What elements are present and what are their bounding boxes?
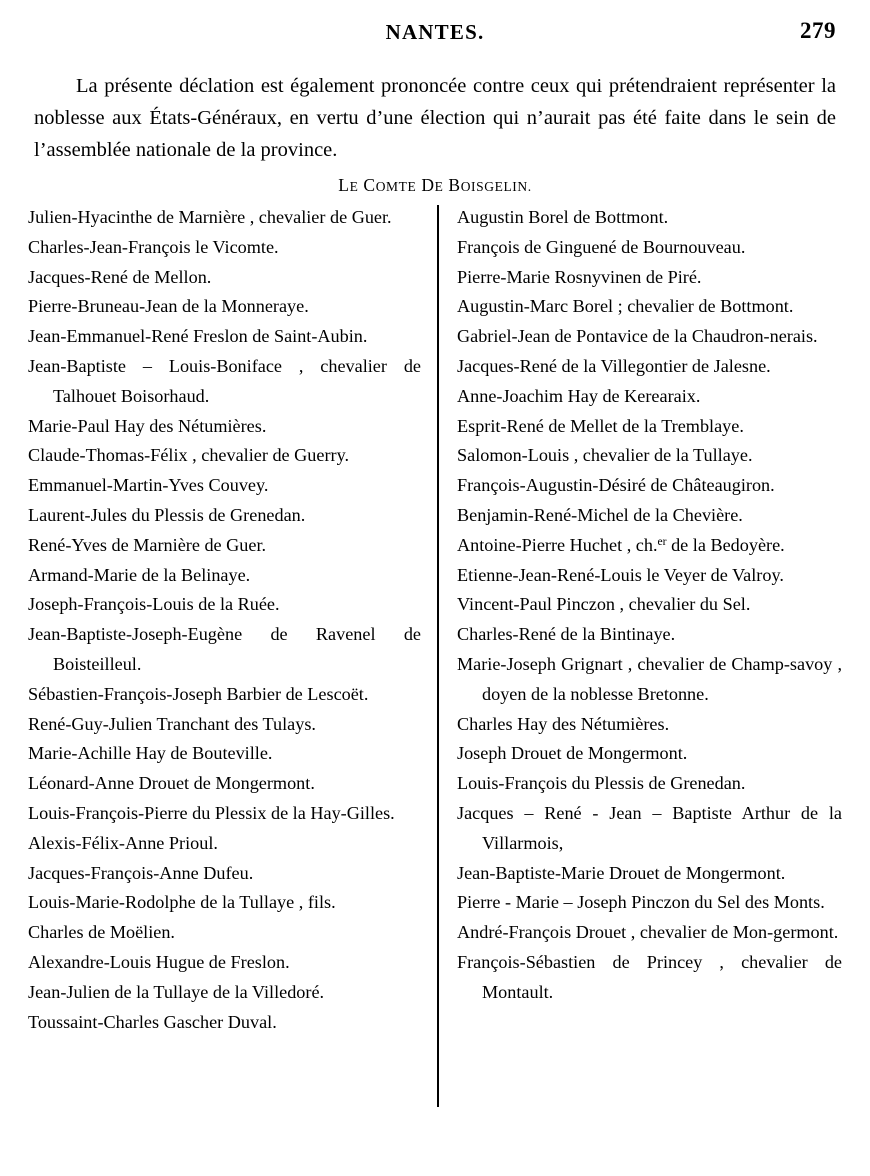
signature-word2-first: C (363, 175, 376, 195)
name-column-left (28, 203, 435, 1037)
document-page (0, 18, 870, 1176)
name-entry: Pierre - Marie – Joseph Pinczon du Sel des Monts. (457, 892, 825, 913)
name-entry: Esprit-René de Mellet de la Tremblaye. (457, 415, 744, 436)
name-entry: Charles Hay des Nétumières. (457, 713, 670, 734)
name-entry: Toussaint-Charles Gascher Duval. (28, 1011, 277, 1032)
name-entry: Jean-Baptiste – Louis-Boniface , chevalier de Talhouet Boisorhaud. (28, 355, 421, 406)
signature-line (28, 175, 842, 196)
signature-word2-rest: OMTE (375, 179, 417, 194)
name-entry: Marie-Achille Hay de Bouteville. (28, 743, 273, 764)
name-entry: Armand-Marie de la Belinaye. (28, 564, 251, 585)
name-entry: Marie-Paul Hay des Nétumières. (28, 415, 267, 436)
page-number: 279 (800, 18, 836, 43)
name-entry: Sébastien-François-Joseph Barbier de Lescoët. (28, 683, 369, 704)
name-entry: Emmanuel-Martin-Yves Couvey. (28, 475, 269, 496)
name-entry: François-Augustin-Désiré de Châteaugiron. (457, 475, 775, 496)
name-entry: Anne-Joachim Hay de Kerearaix. (457, 385, 701, 406)
name-columns (28, 203, 842, 1037)
name-entry: Jean-Baptiste-Joseph-Eugène de Ravenel de Boisteilleul. (28, 624, 421, 674)
name-entry: Gabriel-Jean de Pontavice de la Chaudron-nerais. (457, 326, 818, 347)
name-entry: Vincent-Paul Pinczon , chevalier du Sel. (457, 594, 751, 615)
page-title: NANTES. (385, 20, 485, 44)
name-entry: Claude-Thomas-Félix , chevalier de Guerry. (28, 445, 350, 466)
signature-word4-rest: OISGELIN. (460, 179, 532, 194)
name-entry: Jacques – René - Jean – Baptiste Arthur de la Villarmois, (457, 802, 842, 853)
name-entry: Augustin Borel de Bottmont. (457, 207, 669, 227)
name-entry: Alexandre-Louis Hugue de Freslon. (28, 951, 290, 972)
column-divider-rule (437, 205, 439, 1107)
name-entry: Julien-Hyacinthe de Marnière , chevalier de Guer. (28, 207, 392, 227)
name-entry: François de Ginguené de Bournouveau. (457, 236, 746, 257)
signature-word4-first: B (448, 175, 461, 195)
signature-word1-first: L (338, 175, 350, 195)
name-entry: Marie-Joseph Grignart , chevalier de Champ-savoy , doyen de la noblesse Bretonne. (457, 653, 842, 704)
name-column-right (435, 203, 842, 1008)
name-entry: Louis-François du Plessis de Grenedan. (457, 773, 746, 794)
name-entry: Pierre-Marie Rosnyvinen de Piré. (457, 266, 702, 287)
name-entry: Salomon-Louis , chevalier de la Tullaye. (457, 445, 753, 466)
running-head (28, 18, 842, 64)
intro-paragraph: La présente déclation est également prononcée contre ceux qui prétendraient représenter la noblesse aux États-Généraux, en vertu d’une élection qui n’aurait pas été faite dans le sein de l’assemblée nationale de la province. (34, 75, 836, 161)
name-entry: Jean-Baptiste-Marie Drouet de Mongermont. (457, 862, 786, 883)
name-entry: Jean-Emmanuel-René Freslon de Saint-Aubin. (28, 326, 368, 347)
name-entry: Augustin-Marc Borel ; chevalier de Bottmont. (457, 296, 794, 317)
signature-word3-rest: E (434, 179, 444, 194)
name-entry: René-Yves de Marnière de Guer. (28, 534, 267, 555)
name-entry: Louis-Marie-Rodolphe de la Tullaye , fils. (28, 892, 336, 913)
signature-word1-rest: E (349, 179, 359, 194)
name-entry: François-Sébastien de Princey , chevalier de Montault. (457, 951, 842, 1002)
name-entry: Jacques-René de Mellon. (28, 266, 212, 287)
name-entry: Joseph Drouet de Mongermont. (457, 743, 688, 764)
name-entry: Charles-Jean-François le Vicomte. (28, 236, 279, 257)
name-entry: Pierre-Bruneau-Jean de la Monneraye. (28, 296, 309, 317)
name-entry: René-Guy-Julien Tranchant des Tulays. (28, 713, 316, 734)
name-entry: Louis-François-Pierre du Plessix de la Hay-Gilles. (28, 802, 395, 823)
name-entry: Alexis-Félix-Anne Prioul. (28, 832, 218, 853)
name-entry: Benjamin-René-Michel de la Chevière. (457, 504, 743, 525)
name-entry: Etienne-Jean-René-Louis le Veyer de Valroy. (457, 564, 784, 585)
name-entry: Joseph-François-Louis de la Ruée. (28, 594, 280, 615)
name-entry: Jacques-François-Anne Dufeu. (28, 862, 254, 883)
name-entry: Jacques-René de la Villegontier de Jalesne. (457, 355, 771, 376)
name-entry: André-François Drouet , chevalier de Mon-germont. (457, 922, 839, 943)
name-entry: Antoine-Pierre Huchet , ch.$^{er}$ de la Bedoyère. (457, 534, 785, 555)
name-entry: Charles-René de la Bintinaye. (457, 624, 676, 645)
signature-word3-first: D (421, 175, 435, 195)
abbreviation-superscript: er (657, 534, 667, 548)
name-entry: Jean-Julien de la Tullaye de la Villedoré. (28, 981, 325, 1002)
name-entry: Laurent-Jules du Plessis de Grenedan. (28, 504, 306, 525)
name-entry: Charles de Moëlien. (28, 922, 175, 943)
name-entry: Léonard-Anne Drouet de Mongermont. (28, 773, 315, 794)
